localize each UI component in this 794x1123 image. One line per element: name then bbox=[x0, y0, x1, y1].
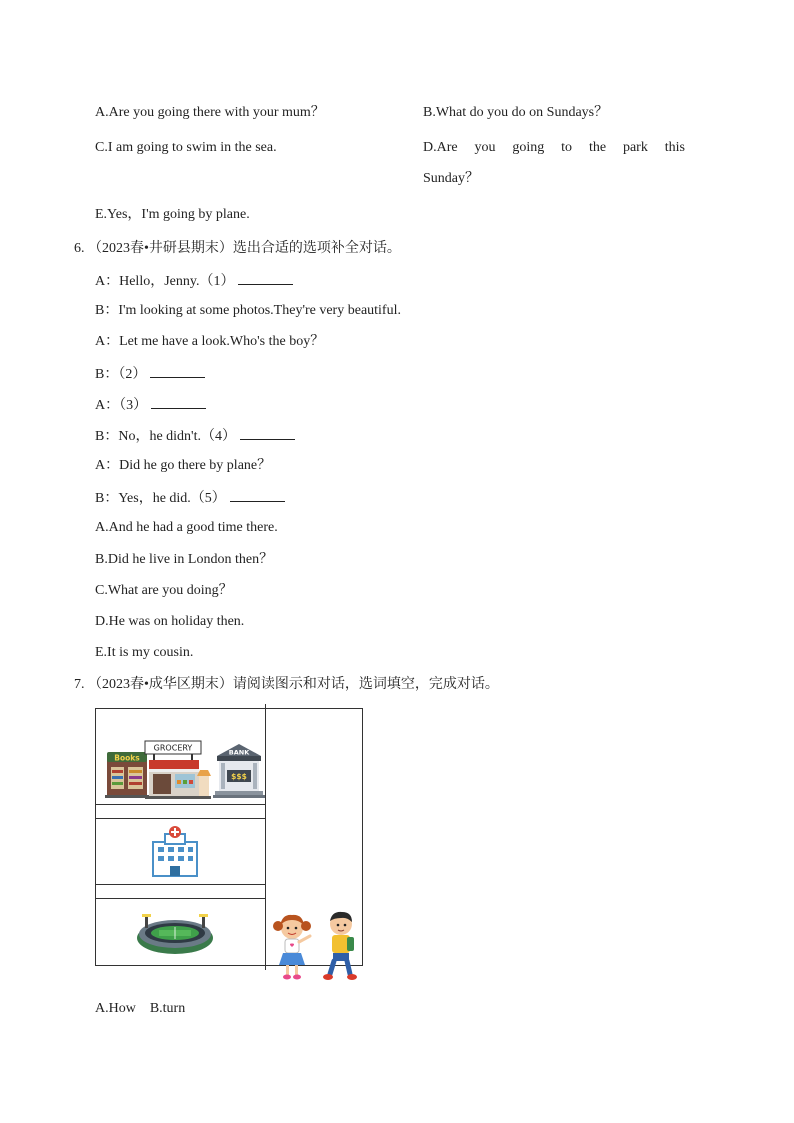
q6-dialogue-line-4 bbox=[95, 364, 205, 384]
q6-instruction: （2023春•井研县期末）选出合适的选项补全对话。 bbox=[88, 241, 401, 256]
q6-option-c: C.What are you doing？ bbox=[95, 583, 233, 598]
q6-header bbox=[74, 240, 401, 258]
q6-dialogue-line-5 bbox=[95, 395, 206, 415]
hospital-icon bbox=[149, 826, 201, 878]
dialogue-text: B：（2） bbox=[95, 367, 147, 382]
q6-dialogue-line-7 bbox=[95, 457, 271, 475]
dialogue-text: A：Hello，Jenny.（1） bbox=[95, 274, 235, 289]
q5-option-a: A.Are you going there with your mum？ bbox=[95, 105, 325, 120]
q5-option-d-word: park bbox=[622, 140, 648, 155]
buildings-row-illustration bbox=[105, 740, 265, 800]
q5-option-d-continued: Sunday？ bbox=[423, 171, 479, 186]
q7-number: 7. bbox=[74, 677, 85, 692]
dialogue-text: B：No，he didn't.（4） bbox=[95, 429, 236, 444]
q5-option-d-word: the bbox=[588, 140, 607, 155]
answer-blank-5[interactable] bbox=[230, 488, 285, 502]
q5-option-d bbox=[423, 139, 685, 157]
q5-option-d-word: to bbox=[561, 140, 573, 155]
answer-blank-2[interactable] bbox=[150, 364, 205, 378]
q6-dialogue-line-2 bbox=[95, 302, 401, 320]
dialogue-text: A：（3） bbox=[95, 398, 148, 413]
q6-dialogue-line-1 bbox=[95, 271, 293, 291]
q5-option-d-word: D.Are bbox=[423, 140, 458, 155]
q6-dialogue-line-8 bbox=[95, 488, 285, 508]
answer-blank-1[interactable] bbox=[238, 271, 293, 285]
map-line bbox=[95, 884, 265, 885]
q7-header bbox=[74, 676, 499, 694]
dialogue-text: B：I'm looking at some photos.They're very beautiful. bbox=[95, 303, 401, 318]
q6-dialogue-line-3 bbox=[95, 333, 324, 351]
q5-option-d-word: you bbox=[474, 140, 496, 155]
q5-option-c: C.I am going to swim in the sea. bbox=[95, 140, 277, 155]
q5-option-d-word: this bbox=[664, 140, 685, 155]
answer-blank-4[interactable] bbox=[240, 426, 295, 440]
q7-instruction: （2023春•成华区期末）请阅读图示和对话，选词填空，完成对话。 bbox=[88, 677, 499, 692]
map-line bbox=[95, 898, 265, 899]
dialogue-text: A：Did he go there by plane？ bbox=[95, 458, 272, 473]
grocery-store-icon bbox=[145, 741, 211, 799]
stadium-icon bbox=[135, 912, 215, 956]
dialogue-text: A：Let me have a look.Who's the boy？ bbox=[95, 334, 325, 349]
q6-option-a: A.And he had a good time there. bbox=[95, 520, 278, 535]
dialogue-text: B：Yes，he did.（5） bbox=[95, 491, 226, 506]
bank-sign: BANK bbox=[228, 748, 250, 757]
bank-icon bbox=[213, 744, 265, 798]
map-vertical-street bbox=[265, 704, 266, 970]
q7-word-options: A.How B.turn bbox=[95, 1001, 186, 1016]
q6-number: 6. bbox=[74, 241, 85, 256]
q5-option-b: B.What do you do on Sundays？ bbox=[423, 105, 609, 120]
boy-character-icon bbox=[320, 908, 360, 984]
girl-character-icon bbox=[272, 912, 316, 982]
q6-option-d: D.He was on holiday then. bbox=[95, 614, 245, 629]
q5-option-d-word: going bbox=[512, 140, 545, 155]
bank-money-sign: $$$ bbox=[231, 772, 247, 781]
q6-dialogue-line-6 bbox=[95, 426, 295, 446]
grocery-sign: GROCERY bbox=[153, 743, 193, 753]
map-line bbox=[95, 804, 265, 805]
q6-option-e: E.It is my cousin. bbox=[95, 645, 194, 660]
q6-option-b: B.Did he live in London then？ bbox=[95, 552, 274, 567]
bookstore-icon bbox=[105, 752, 149, 798]
answer-blank-3[interactable] bbox=[151, 395, 206, 409]
q5-option-e: E.Yes，I'm going by plane. bbox=[95, 207, 250, 222]
books-sign: Books bbox=[114, 753, 140, 763]
map-line bbox=[95, 818, 265, 819]
